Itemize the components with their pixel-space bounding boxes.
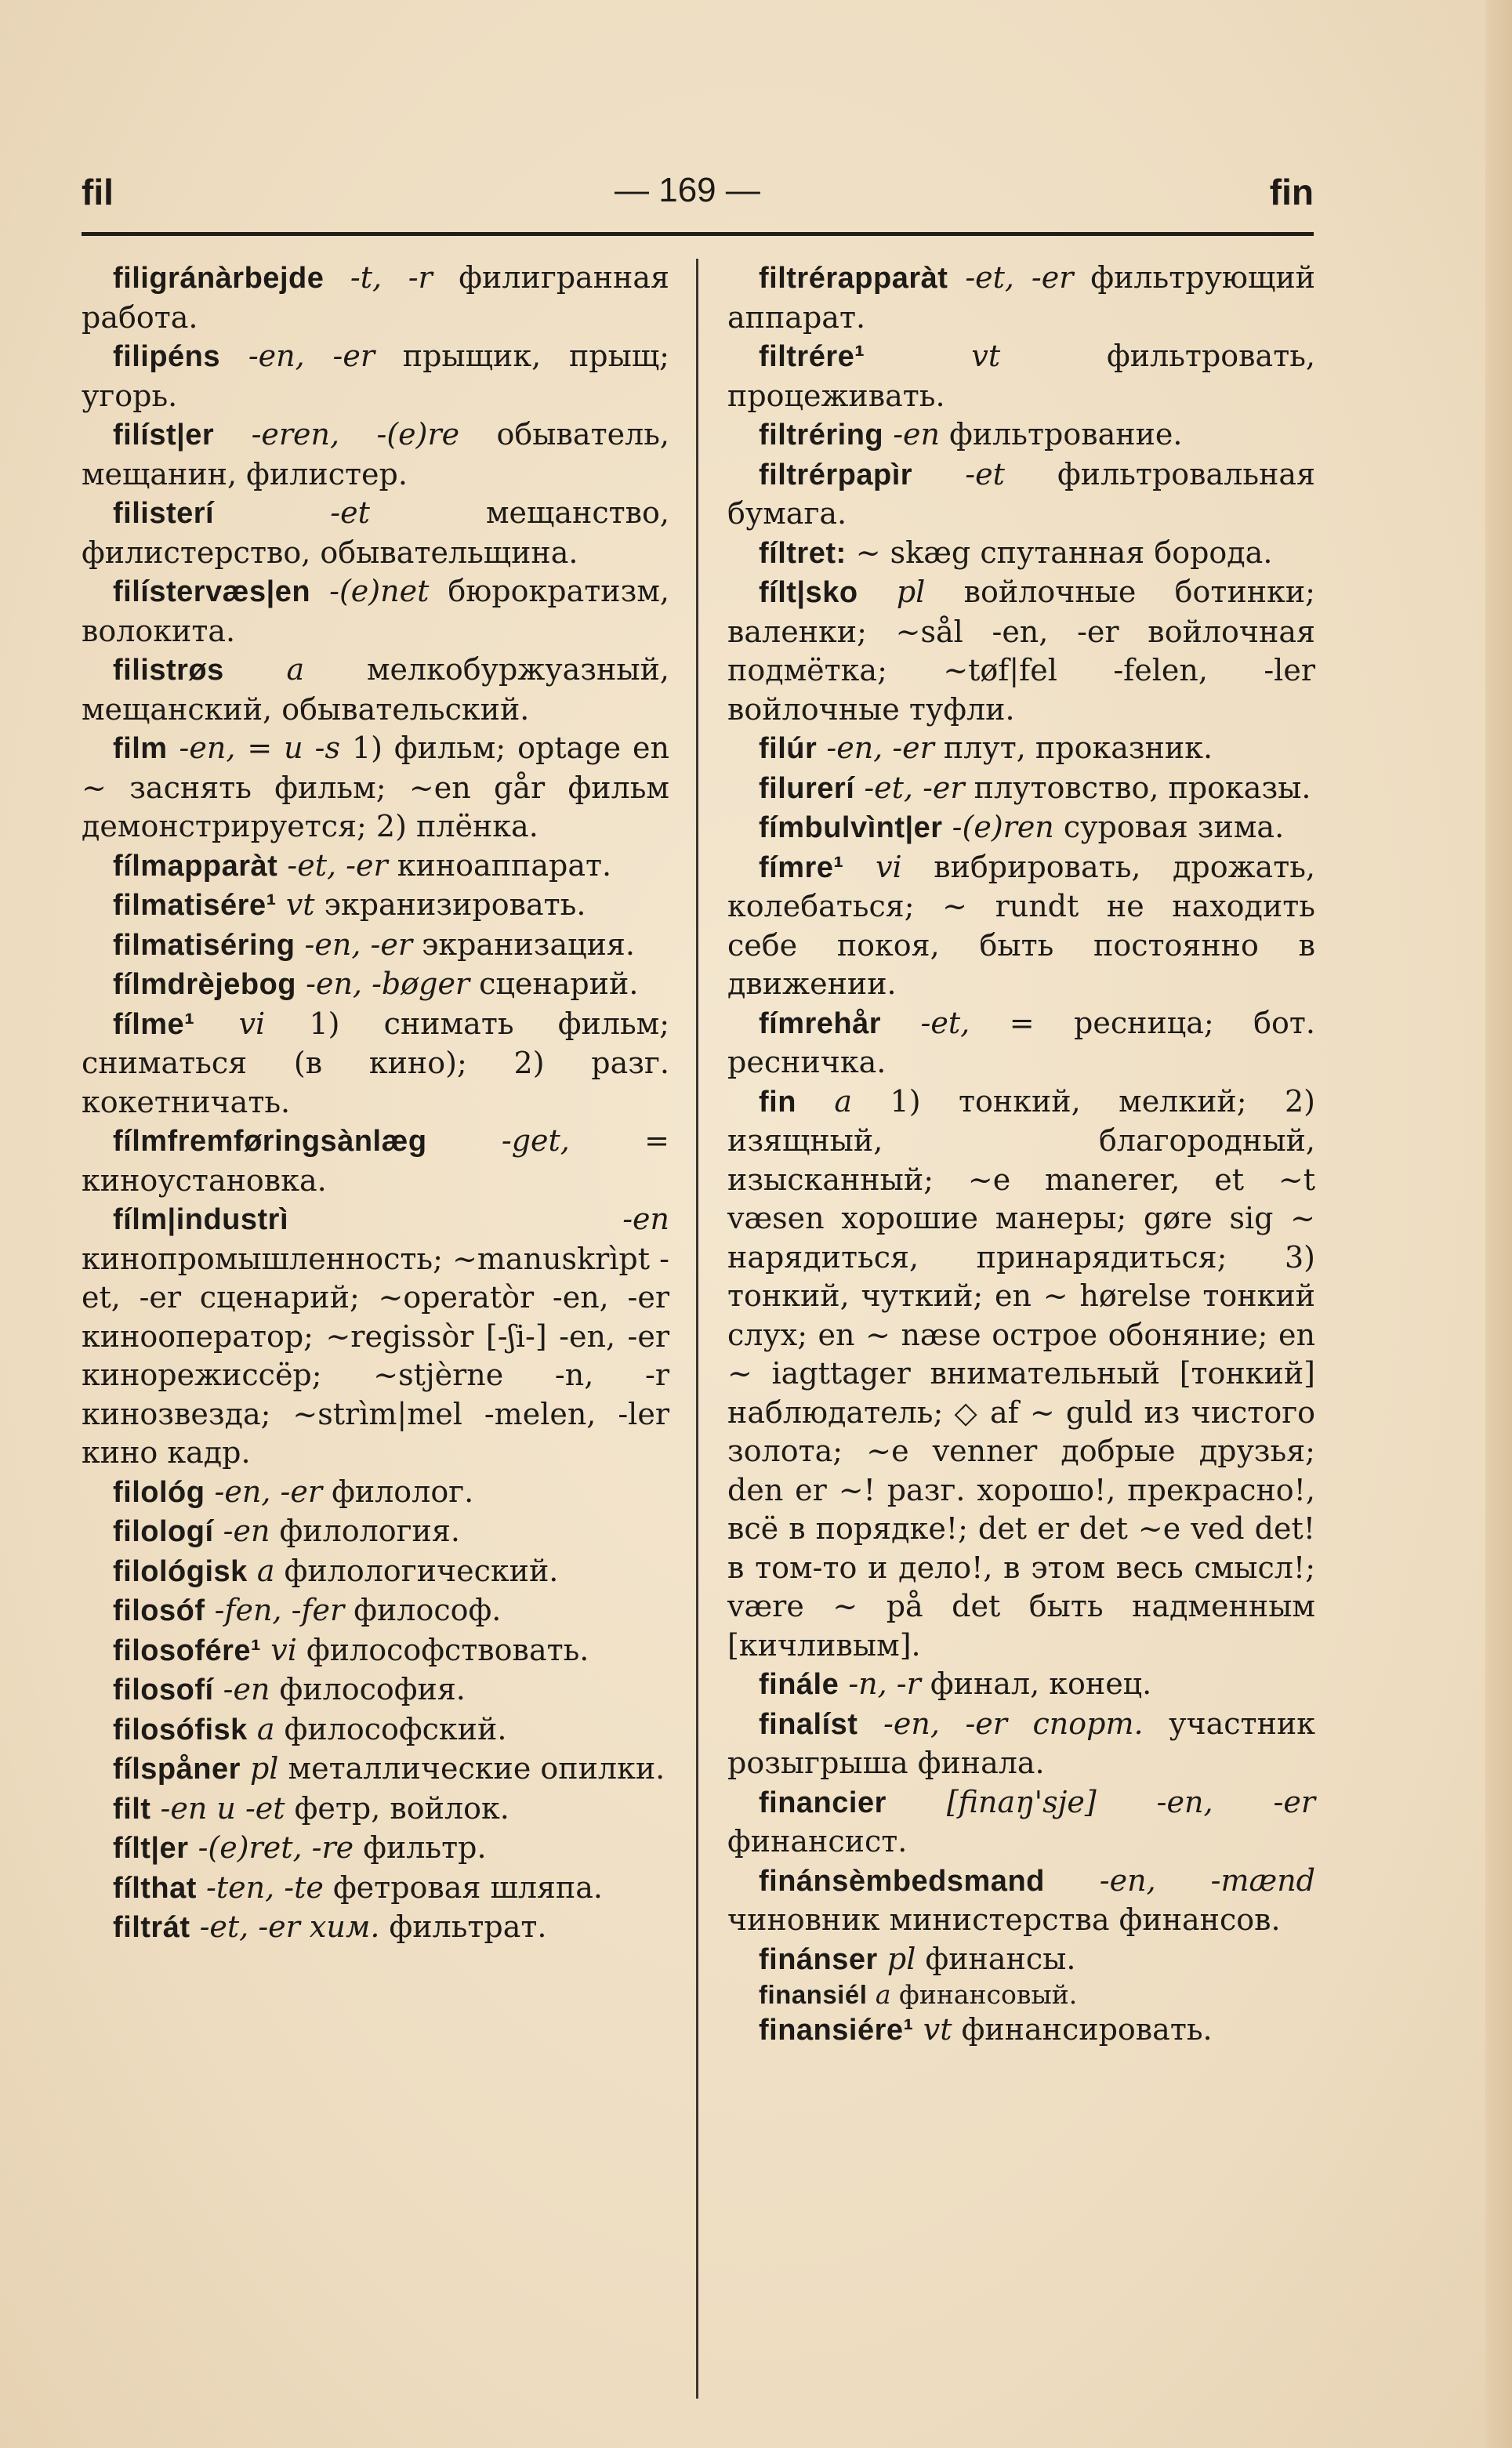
dictionary-entry — [82, 965, 669, 1005]
entry-headword: fin — [759, 1085, 796, 1119]
entry-headword: filológ — [113, 1475, 205, 1509]
entry-translation: мещанство, филистерство, обывательщина. — [82, 495, 669, 570]
dictionary-entry — [727, 769, 1315, 809]
header-right-guideword: fin — [1269, 172, 1314, 212]
entry-translation: ресница; бот. ресничка. — [727, 1005, 1315, 1079]
entry-headword: filtrát — [113, 1911, 190, 1944]
entry-grammar: -et, = — [881, 1005, 1075, 1040]
entry-translation: философ. — [354, 1593, 502, 1627]
entry-headword: finalíst — [759, 1707, 858, 1741]
dictionary-entry — [82, 651, 669, 729]
entry-headword: filtrérapparàt — [759, 262, 948, 295]
header-rule — [82, 232, 1314, 236]
entry-grammar: pl — [858, 575, 964, 609]
header-left-guideword: fil — [82, 172, 114, 212]
entry-grammar: -fen, -fer — [205, 1593, 354, 1627]
entry-headword: finále — [759, 1668, 839, 1701]
entry-translation: 1) снимать фильм; сниматься (в кино); 2) разг. кокетничать. — [82, 1006, 670, 1119]
entry-grammar: -en, -mænd — [1044, 1862, 1315, 1898]
dictionary-entry — [82, 572, 669, 651]
entry-grammar: pl — [240, 1751, 288, 1786]
entry-translation: 1) тонкий, мелкий; 2) изящный, благородный, изысканный; ~e manerer, et ~t væsen хорошие манеры; gøre sig ~ нарядиться, принарядиться; 3) тонкий, чуткий; en ~ hørelse тонкий слух; en ~ næse острое обоняние; en ~ iagttager внимательный [тонкий] наблюдатель; ◇ af ~ guld из чистого золота; ~e venner добрые друзья; den er ~! разг. хорошо!, прекрасно!, всё в порядке!; det er det ~e ved det! в том-то и дело!, в этом весь смысл!; være ~ på det быть надменным [кичливым]. — [727, 1083, 1315, 1663]
entry-headword: filurerí — [759, 771, 855, 805]
dictionary-entry — [727, 2011, 1315, 2051]
entry-translation: фильтровальная бумага. — [727, 456, 1315, 531]
page-edge-shadow — [1485, 0, 1512, 2448]
dictionary-entry — [727, 848, 1315, 1004]
entry-headword: filt — [113, 1792, 151, 1826]
entry-headword: filistrøs — [113, 654, 224, 687]
dictionary-entry — [727, 1783, 1315, 1862]
entry-headword: filíst|er — [113, 419, 215, 452]
entry-headword: filosofére¹ — [113, 1634, 262, 1667]
entry-headword: finansiére¹ — [759, 2014, 914, 2047]
entry-grammar: vt — [865, 339, 1108, 373]
entry-headword: fílspåner — [113, 1753, 241, 1786]
entry-translation: филологический. — [284, 1553, 559, 1588]
entry-translation: участник розыгрыша финала. — [727, 1706, 1315, 1780]
entry-grammar: -en u -et — [150, 1790, 295, 1826]
dictionary-entry — [727, 337, 1315, 415]
entry-translation: плут, проказник. — [943, 731, 1213, 765]
entry-grammar: pl — [877, 1941, 926, 1976]
entry-grammar: -ten, -te — [196, 1870, 333, 1905]
dictionary-entry — [727, 1979, 1315, 2011]
entry-grammar: -n, -r — [839, 1666, 930, 1701]
entry-grammar: -get, = — [426, 1123, 669, 1158]
entry-translation: киноаппарат. — [397, 847, 612, 883]
dictionary-entry — [82, 1591, 669, 1631]
entry-headword: fíltret: — [759, 536, 847, 570]
dictionary-entry — [727, 1862, 1315, 1940]
entry-translation: киноустановка. — [82, 1162, 327, 1198]
entry-headword: filtrérpapìr — [759, 458, 913, 491]
entry-translation: философствовать. — [306, 1632, 589, 1667]
entry-headword: filtréring — [759, 419, 884, 452]
entry-translation: экранизация. — [422, 927, 635, 962]
entry-grammar: a — [796, 1083, 890, 1119]
dictionary-entry — [82, 1200, 669, 1473]
entry-headword: filigránàrbejde — [113, 262, 325, 295]
entry-translation: фетр, войлок. — [294, 1790, 509, 1826]
entry-headword: fímrehår — [759, 1006, 882, 1040]
entry-grammar: -(e)ren — [942, 810, 1064, 844]
entry-translation: обыватель, мещанин, филистер. — [82, 417, 669, 491]
entry-headword: filístervæs|en — [113, 575, 311, 608]
entry-translation: философский. — [284, 1711, 507, 1746]
dictionary-entry — [82, 1552, 669, 1592]
column-divider — [696, 259, 698, 2399]
entry-headword: fílmfremføringsànlæg — [113, 1125, 427, 1158]
entry-grammar: vi — [194, 1006, 310, 1041]
entry-headword: fílmdrèjebog — [113, 968, 297, 1001]
entry-translation: вибрировать, дрожать, колебаться; ~ rundt не находить себе покоя, быть постоянно в движении. — [727, 849, 1315, 1001]
entry-translation: мелкобуржуазный, мещанский, обывательский. — [82, 652, 669, 727]
dictionary-entry — [82, 415, 669, 494]
entry-grammar: -en, -er — [220, 339, 403, 373]
dictionary-entry — [82, 886, 669, 926]
entry-grammar: -en, -er — [205, 1474, 332, 1509]
entry-headword: film — [113, 732, 168, 765]
entry-translation: финансировать. — [961, 2012, 1213, 2047]
entry-translation: фильтрат. — [389, 1909, 547, 1944]
entry-translation: бюрократизм, волокита. — [82, 574, 669, 648]
entry-translation: филология. — [279, 1514, 460, 1548]
dictionary-entry — [82, 259, 669, 337]
entry-translation: прыщик, прыщ; угорь. — [82, 339, 669, 413]
dictionary-entry — [727, 1665, 1315, 1705]
entry-translation: фетровая шляпа. — [332, 1870, 603, 1905]
entry-grammar: -et, -er хим. — [190, 1909, 390, 1944]
entry-translation: экранизировать. — [324, 887, 586, 922]
dictionary-entry — [727, 455, 1315, 534]
dictionary-entry — [82, 926, 669, 966]
entry-headword: fílthat — [113, 1871, 197, 1905]
entry-headword: financier — [759, 1786, 887, 1819]
entry-translation: фильтрование. — [949, 417, 1183, 452]
entry-headword: finansiél — [759, 1980, 868, 2009]
entry-headword: filológisk — [113, 1554, 248, 1588]
entry-headword: fílt|sko — [759, 576, 858, 609]
dictionary-entry — [82, 1750, 669, 1790]
entry-translation: чиновник министерства финансов. — [727, 1902, 1281, 1937]
entry-headword: filisterí — [113, 497, 215, 530]
dictionary-entry — [82, 1005, 669, 1122]
entry-grammar: vi — [843, 849, 934, 884]
entry-grammar: -en, = u -s — [167, 731, 352, 765]
entry-headword: finánser — [759, 1942, 878, 1976]
page-header — [82, 171, 1314, 226]
dictionary-entry — [82, 1512, 669, 1552]
entry-grammar: -et — [214, 495, 486, 530]
entry-grammar: -en, -bøger — [296, 967, 480, 1001]
dictionary-entry — [82, 1908, 669, 1948]
entry-headword: filologí — [113, 1515, 214, 1548]
entry-grammar: -t, -r — [324, 260, 459, 295]
left-column — [82, 259, 669, 1948]
entry-translation: суровая зима. — [1063, 810, 1285, 844]
entry-translation: финансы. — [925, 1941, 1076, 1976]
dictionary-entry — [82, 1631, 669, 1671]
dictionary-entry — [82, 1829, 669, 1869]
entry-headword: fímbulvìnt|er — [759, 811, 943, 844]
entry-translation: 1) фильм; optage en ~ заснять фильм; ~en går фильм демонстрируется; 2) плёнка. — [82, 731, 669, 843]
dictionary-entry — [82, 1670, 669, 1710]
entry-headword: fílme¹ — [113, 1007, 195, 1041]
entry-translation: кинопромышленность; ~manuskrìpt -et, -er сценарий; ~operatòr -en, -er кинооператор; ~regissòr [-ʃi-] -en, -er кинорежиссёр; ~stjèrne -n, -r кинозвезда; ~strìm|mel -melen, -ler кино кадр. — [82, 1241, 669, 1470]
dictionary-entry — [727, 259, 1315, 337]
entry-grammar: -et, -er — [854, 770, 974, 805]
dictionary-entry — [727, 729, 1315, 769]
dictionary-entry — [82, 847, 669, 887]
dictionary-entry — [727, 808, 1315, 848]
entry-translation: финансист. — [727, 1824, 908, 1859]
entry-translation: философия. — [279, 1672, 466, 1706]
dictionary-entry — [727, 534, 1315, 574]
entry-grammar: -(e)net — [310, 574, 448, 608]
entry-headword: fílmapparàt — [113, 849, 278, 883]
entry-grammar: [finaŋ'sje] -en, -er — [886, 1784, 1315, 1819]
dictionary-entry — [727, 1004, 1315, 1083]
entry-grammar: vt — [276, 887, 325, 922]
dictionary-entry — [82, 494, 669, 572]
entry-headword: filmatisére¹ — [113, 889, 277, 922]
entry-grammar: -en — [213, 1672, 280, 1706]
entry-headword: fílt|er — [113, 1832, 189, 1865]
entry-translation: ~ skæg спутанная борода. — [855, 535, 1273, 570]
dictionary-entry — [727, 1940, 1315, 1980]
entry-grammar: a — [247, 1553, 285, 1588]
entry-translation: финансовый. — [899, 1979, 1078, 2010]
dictionary-entry — [82, 729, 669, 847]
dictionary-entry — [727, 1705, 1315, 1783]
entry-headword: filmatiséring — [113, 928, 296, 962]
entry-translation: фильтр. — [363, 1830, 487, 1865]
entry-headword: finánsèmbedsmand — [759, 1864, 1045, 1898]
entry-grammar: -en — [213, 1514, 280, 1548]
entry-headword: filtrére¹ — [759, 340, 865, 373]
entry-translation: фильтрующий аппарат. — [727, 260, 1315, 335]
entry-grammar: a — [247, 1711, 285, 1746]
dictionary-entry — [82, 1473, 669, 1513]
entry-headword: filosofí — [113, 1674, 214, 1706]
entry-grammar: -et — [912, 456, 1058, 491]
entry-translation: металлические опилки. — [288, 1751, 665, 1786]
entry-headword: fílm|industrì — [113, 1203, 289, 1236]
entry-grammar: -et, -er — [277, 847, 397, 883]
dictionary-entry — [82, 1122, 669, 1200]
dictionary-entry — [82, 337, 669, 415]
entry-headword: fímre¹ — [759, 850, 844, 884]
entry-translation: войлочные ботинки; валенки; ~sål -en, -er войлочная подмётка; ~tøf|fel -felen, -ler войлочные туфли. — [727, 575, 1315, 727]
entry-grammar: -en, -er спорт. — [858, 1706, 1169, 1741]
entry-grammar: a — [223, 652, 367, 687]
entry-translation: фильтровать, процеживать. — [727, 339, 1315, 413]
entry-translation: филигранная работа. — [82, 260, 669, 335]
right-column — [727, 259, 1315, 2051]
dictionary-entry — [727, 573, 1315, 729]
entry-grammar: -eren, -(e)re — [214, 417, 497, 452]
entry-headword: filosóf — [113, 1594, 205, 1627]
entry-grammar: -(e)ret, -re — [188, 1830, 364, 1865]
entry-translation: финал, конец. — [930, 1666, 1152, 1701]
entry-translation: сценарий. — [479, 967, 639, 1001]
entry-headword: filúr — [759, 732, 818, 765]
entry-grammar: -et, -er — [948, 260, 1091, 295]
dictionary-entry — [727, 415, 1315, 455]
dictionary-entry — [82, 1790, 669, 1830]
entry-grammar: -en, -er — [817, 731, 944, 765]
entry-headword: filipéns — [113, 340, 221, 373]
dictionary-entry — [82, 1869, 669, 1909]
entry-translation: плутовство, проказы. — [974, 770, 1311, 805]
entry-grammar: a — [867, 1979, 900, 2010]
entry-grammar: -en — [288, 1202, 669, 1236]
dictionary-entry — [727, 1083, 1315, 1666]
entry-translation: филолог. — [332, 1474, 474, 1509]
entry-grammar: vt — [913, 2012, 962, 2047]
entry-grammar: vi — [261, 1632, 306, 1667]
page-number: — 169 — — [615, 171, 760, 209]
entry-grammar: -en — [883, 417, 950, 452]
entry-grammar: -en, -er — [295, 927, 422, 962]
entry-grammar — [847, 535, 856, 570]
dictionary-entry — [82, 1710, 669, 1750]
entry-headword: filosófisk — [113, 1713, 248, 1746]
